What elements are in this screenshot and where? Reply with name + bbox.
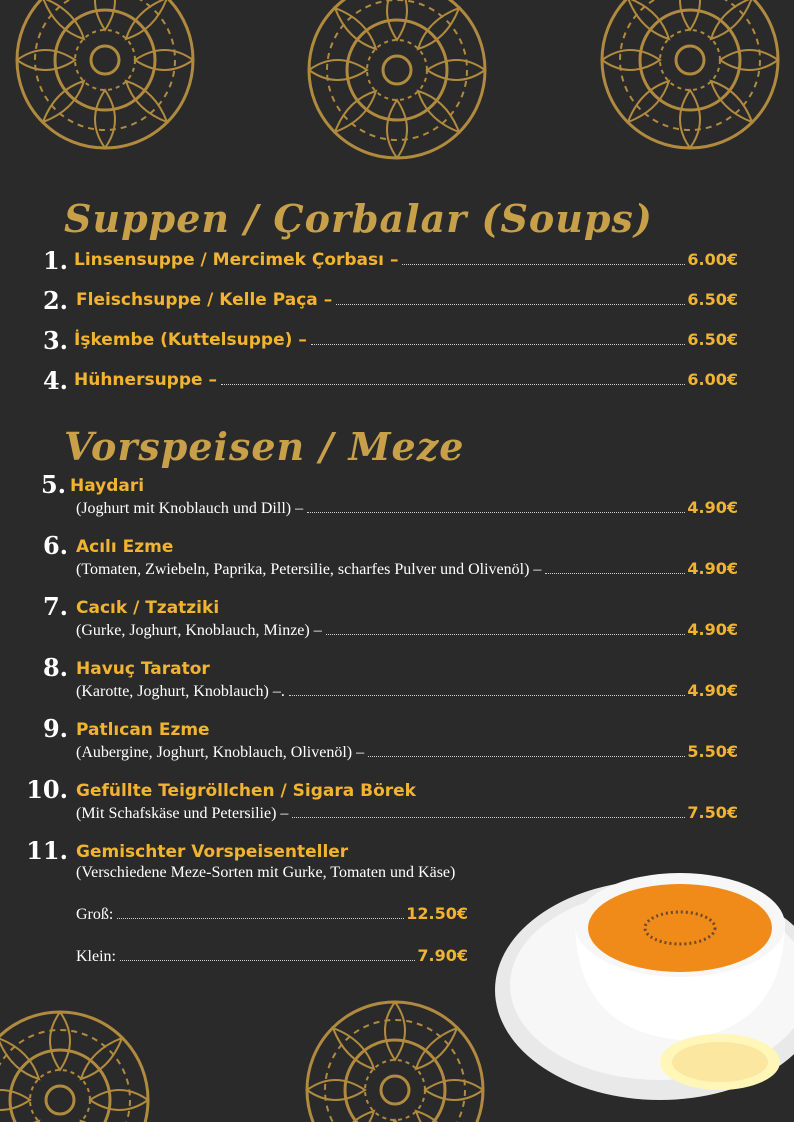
dot-leader [311, 344, 686, 345]
item-description: (Verschiedene Meze-Sorten mit Gurke, Tomaten und Käse) [76, 864, 456, 881]
item-number: 7. [42, 592, 68, 621]
item-number: 11. [26, 836, 68, 865]
size-label: Klein: [76, 948, 116, 965]
item-price: 4.90€ [687, 620, 738, 639]
size-price: 12.50€ [406, 904, 468, 923]
item-number: 10. [26, 775, 68, 804]
soup-bowl-image [495, 873, 794, 1100]
size-row-large [76, 904, 468, 924]
item-dash: – [298, 330, 307, 350]
item-description: (Karotte, Joghurt, Knoblauch) –. [76, 683, 285, 700]
item-name: Cacık / Tzatziki [76, 598, 220, 618]
dot-leader [289, 695, 686, 696]
dot-leader [326, 634, 686, 635]
dot-leader [292, 817, 685, 818]
item-name: Hühnersuppe [74, 370, 203, 390]
item-price: 6.00€ [687, 370, 738, 389]
item-price: 4.90€ [687, 681, 738, 700]
item-number: 8. [42, 653, 68, 682]
dot-leader [221, 384, 685, 385]
item-price: 4.90€ [687, 559, 738, 578]
item-price: 7.50€ [687, 803, 738, 822]
item-dash: – [389, 250, 399, 270]
item-name: Acılı Ezme [76, 537, 174, 557]
dot-leader [336, 304, 685, 305]
item-dash: – [208, 370, 218, 390]
item-price: 6.50€ [687, 290, 738, 309]
size-label: Groß: [76, 906, 114, 923]
item-description: (Tomaten, Zwiebeln, Paprika, Petersilie, scharfes Pulver und Olivenöl) – [76, 561, 542, 578]
bottom-ornaments [0, 1002, 483, 1122]
item-name: Haydari [70, 476, 145, 496]
item-price: 5.50€ [687, 742, 738, 761]
item-price: 6.00€ [687, 250, 738, 269]
top-ornaments [17, 0, 778, 158]
dot-leader [545, 573, 685, 574]
dot-leader [117, 918, 404, 919]
item-name: Gemischter Vorspeisenteller [76, 842, 349, 862]
item-number: 3. [42, 326, 68, 355]
item-name: İşkembe (Kuttelsuppe) [74, 330, 293, 350]
size-row-small [76, 946, 468, 966]
item-price: 4.90€ [687, 498, 738, 517]
section-title-meze: Vorspeisen / Meze [64, 424, 465, 469]
item-number: 4. [42, 366, 68, 395]
item-description: (Mit Schafskäse und Petersilie) – [76, 805, 289, 822]
dot-leader [402, 264, 685, 265]
item-name: Patlıcan Ezme [76, 720, 210, 740]
item-description: (Aubergine, Joghurt, Knoblauch, Olivenöl) – [76, 744, 365, 761]
item-name: Fleischsuppe / Kelle Paça [76, 290, 318, 310]
item-description: (Gurke, Joghurt, Knoblauch, Minze) – [76, 622, 322, 639]
item-name: Gefüllte Teigröllchen / Sigara Börek [76, 781, 416, 801]
item-number: 5. [40, 470, 66, 499]
item-description: (Joghurt mit Knoblauch und Dill) – [76, 500, 304, 517]
item-number: 2. [42, 286, 68, 315]
dot-leader [120, 960, 415, 961]
item-dash: – [323, 290, 333, 310]
item-name: Linsensuppe / Mercimek Çorbası [74, 250, 384, 270]
item-name: Havuç Tarator [76, 659, 210, 679]
item-number: 6. [42, 531, 68, 560]
item-number: 9. [42, 714, 68, 743]
dot-leader [368, 756, 685, 757]
item-price: 6.50€ [687, 330, 738, 349]
size-price: 7.90€ [417, 946, 468, 965]
item-number: 1. [42, 246, 68, 275]
section-title-soups: Suppen / Çorbalar (Soups) [64, 196, 653, 241]
dot-leader [307, 512, 685, 513]
